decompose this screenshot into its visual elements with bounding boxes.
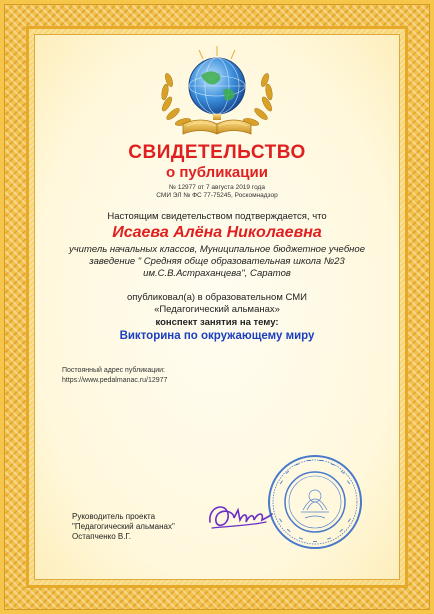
certificate-content bbox=[34, 34, 400, 580]
position-line: заведение " Средняя обще образовательная школа №23 bbox=[89, 256, 345, 267]
project-leader bbox=[72, 512, 175, 542]
publication-address bbox=[62, 366, 167, 386]
leader-line: Остапченко В.Г. bbox=[72, 532, 132, 541]
address-url[interactable]: https://www.pedalmanac.ru/12977 bbox=[62, 377, 168, 384]
signature-icon bbox=[204, 492, 274, 536]
certificate-number: № 12977 от 7 августа 2019 года bbox=[169, 184, 265, 191]
certificate-title: СВИДЕТЕЛЬСТВО bbox=[128, 142, 306, 163]
position-line: учитель начальных классов, Муниципальное бюджетное учебное bbox=[69, 244, 365, 255]
media-registration: СМИ ЭЛ № ФС 77-75245, Роскомнадзор bbox=[156, 192, 278, 199]
address-label: Постоянный адрес публикации: bbox=[62, 367, 166, 374]
publication-topic: Викторина по окружающему миру bbox=[119, 330, 315, 342]
recipient-position bbox=[54, 244, 380, 280]
published-in-text: опубликовал(а) в образовательном СМИ bbox=[126, 292, 308, 303]
globe-book-emblem-icon bbox=[143, 44, 291, 139]
confirmation-text: Настоящим свидетельством подтверждается, что bbox=[107, 211, 327, 222]
topic-label: конспект занятия на тему: bbox=[155, 317, 279, 328]
media-name: «Педагогический альманах» bbox=[154, 304, 280, 315]
certificate-subtitle: о публикации bbox=[166, 164, 268, 181]
seal-stamp-icon bbox=[265, 452, 365, 552]
position-line: им.С.В.Астраханцева", Саратов bbox=[143, 268, 291, 279]
leader-line: Руководитель проекта bbox=[72, 512, 156, 521]
recipient-name: Исаева Алёна Николаевна bbox=[112, 224, 322, 241]
leader-line: "Педагогический альманах" bbox=[72, 522, 175, 531]
